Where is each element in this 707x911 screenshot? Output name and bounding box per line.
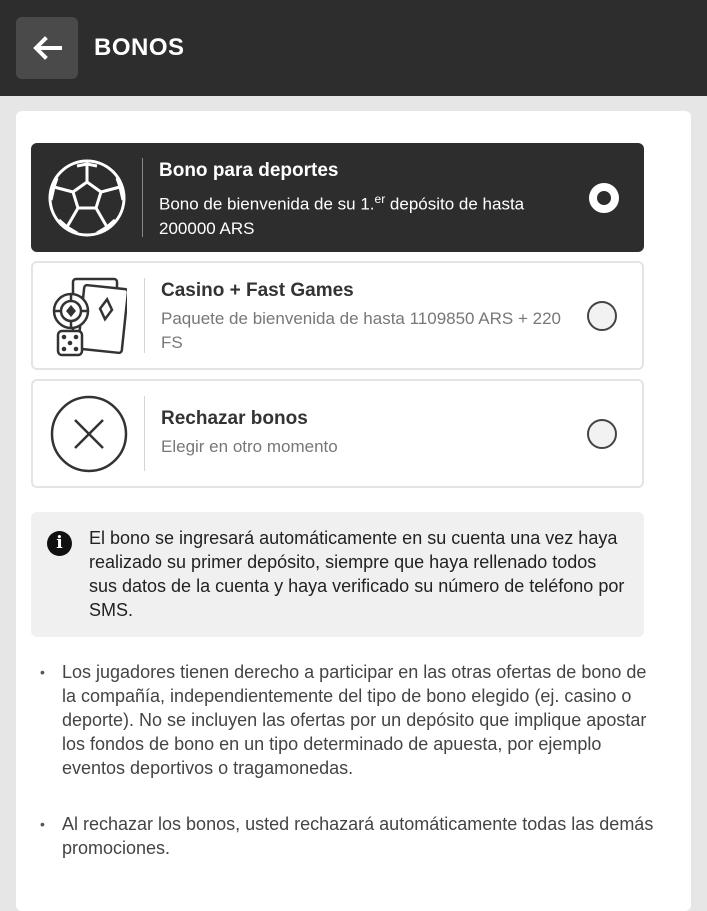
- option-title: Bono para deportes: [159, 160, 339, 181]
- casino-cards-icon: [51, 275, 127, 357]
- radio-sports[interactable]: [589, 183, 619, 213]
- option-title: Casino + Fast Games: [161, 280, 354, 301]
- info-icon: i: [47, 531, 72, 556]
- option-radio-wrap: [564, 143, 644, 252]
- list-item: • Al rechazar los bonos, usted rechazará automáticamente todas las demás promociones.: [40, 812, 655, 860]
- sports-icon-wrap: [31, 143, 142, 252]
- option-description: Elegir en otro momento: [161, 437, 338, 456]
- radio-reject[interactable]: [587, 419, 617, 449]
- page-title: BONOS: [94, 34, 185, 61]
- info-box: [31, 512, 644, 637]
- option-text: [143, 143, 564, 252]
- bonus-option-reject[interactable]: [31, 379, 644, 488]
- bonus-option-sports[interactable]: [31, 143, 644, 252]
- back-button[interactable]: [16, 17, 78, 79]
- option-description: Paquete de bienvenida de hasta 1109850 ARS + 220 FS: [161, 309, 561, 352]
- option-text: [145, 381, 562, 486]
- option-radio-wrap: [562, 263, 642, 368]
- bonus-option-casino[interactable]: [31, 261, 644, 370]
- option-description: Bono de bienvenida de su 1.$^{er}$ depósito de hasta 200000 ARS: [159, 192, 525, 238]
- soccer-ball-icon: [47, 158, 127, 238]
- option-radio-wrap: [562, 381, 642, 486]
- header-bar: [0, 0, 707, 96]
- list-item: • Los jugadores tienen derecho a participar en las otras ofertas de bono de la compañía, independientemente del tipo de bono elegido (ej. casino o deporte). No se incluyen las ofertas por un depósito que implique apostar los fondos de bono en un tipo determinado de apuesta, por ejemplo eventos deportivos o tragamonedas.: [40, 660, 655, 780]
- reject-icon-wrap: [33, 381, 144, 486]
- casino-icon-wrap: [33, 263, 144, 368]
- arrow-left-icon: [32, 36, 62, 60]
- radio-casino[interactable]: [587, 301, 617, 331]
- option-title: Rechazar bonos: [161, 408, 308, 429]
- terms-list: [40, 660, 655, 892]
- option-text: [145, 263, 562, 368]
- close-circle-icon: [49, 394, 129, 474]
- info-text: El bono se ingresará automáticamente en su cuenta una vez haya realizado su primer depósito, siempre que haya rellenado todos sus datos de la cuenta y haya verificado su número de teléfono por SMS.: [89, 528, 625, 620]
